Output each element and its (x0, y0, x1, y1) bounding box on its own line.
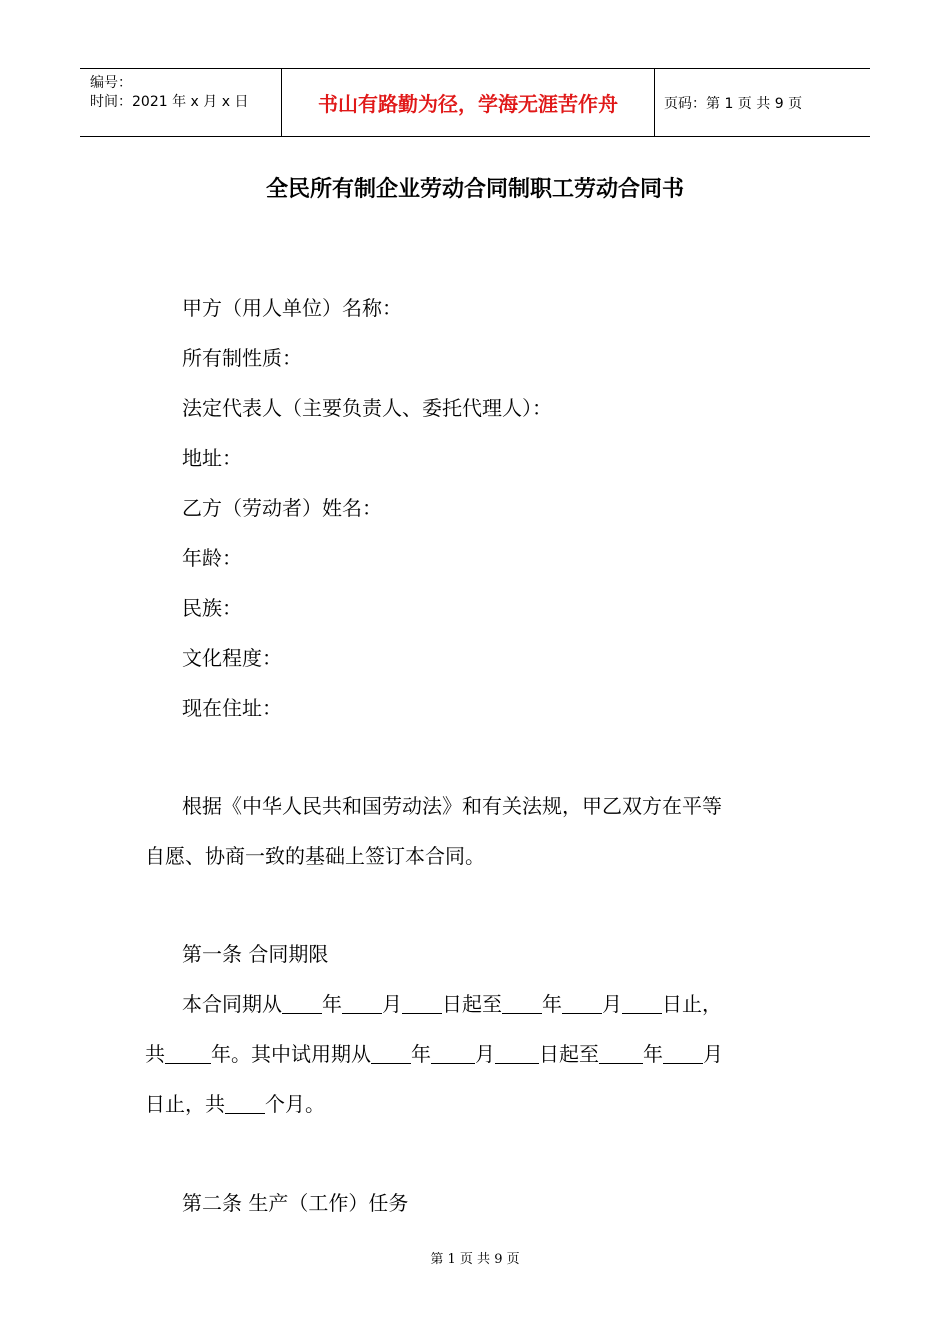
article-1-line-1: 本合同期从 年 月 日起至 年 月 日止， (182, 992, 722, 1016)
fill-blank (502, 993, 542, 1014)
preamble-line-1: 根据《中华人民共和国劳动法》和有关法规，甲乙双方在平等 (182, 794, 722, 818)
fill-blank (495, 1043, 539, 1064)
field-legal-rep: 法定代表人（主要负责人、委托代理人）： (182, 396, 552, 420)
fill-blank (431, 1043, 475, 1064)
field-address: 地址： (182, 446, 242, 470)
number-label: 编号： (90, 75, 132, 91)
fill-blank (225, 1093, 265, 1114)
fill-blank (599, 1043, 643, 1064)
field-education: 文化程度： (182, 646, 282, 670)
header-left-cell (80, 69, 280, 136)
fill-blank (663, 1043, 703, 1064)
field-party-b-name: 乙方（劳动者）姓名： (182, 496, 382, 520)
fill-blank (342, 993, 382, 1014)
page-footer: 第 1 页 共 9 页 (430, 1252, 520, 1267)
article-2-heading: 第二条 生产（工作）任务 (182, 1191, 409, 1215)
document-header (80, 68, 870, 137)
document-title: 全民所有制企业劳动合同制职工劳动合同书 (265, 176, 684, 202)
field-ownership: 所有制性质： (182, 346, 302, 370)
article-1-heading: 第一条 合同期限 (182, 942, 329, 966)
preamble-line-2: 自愿、协商一致的基础上签订本合同。 (145, 844, 485, 868)
field-age: 年龄： (182, 546, 242, 570)
fill-blank (165, 1043, 211, 1064)
date-label: 时间：2021 年 x 月 x 日 (90, 94, 249, 110)
article-1-line-2: 共 年。其中试用期从 年 月 日起至 年 月 (145, 1042, 723, 1066)
fill-blank (371, 1043, 411, 1064)
motto: 书山有路勤为径，学海无涯苦作舟 (281, 69, 655, 136)
field-party-a-name: 甲方（用人单位）名称： (182, 296, 402, 320)
fill-blank (562, 993, 602, 1014)
fill-blank (402, 993, 442, 1014)
field-ethnicity: 民族： (182, 596, 242, 620)
article-1-line-3: 日止，共 个月。 (145, 1092, 325, 1116)
field-current-address: 现在住址： (182, 696, 282, 720)
fill-blank (622, 993, 662, 1014)
fill-blank (282, 993, 322, 1014)
page-info: 页码：第 1 页 共 9 页 (664, 95, 803, 112)
